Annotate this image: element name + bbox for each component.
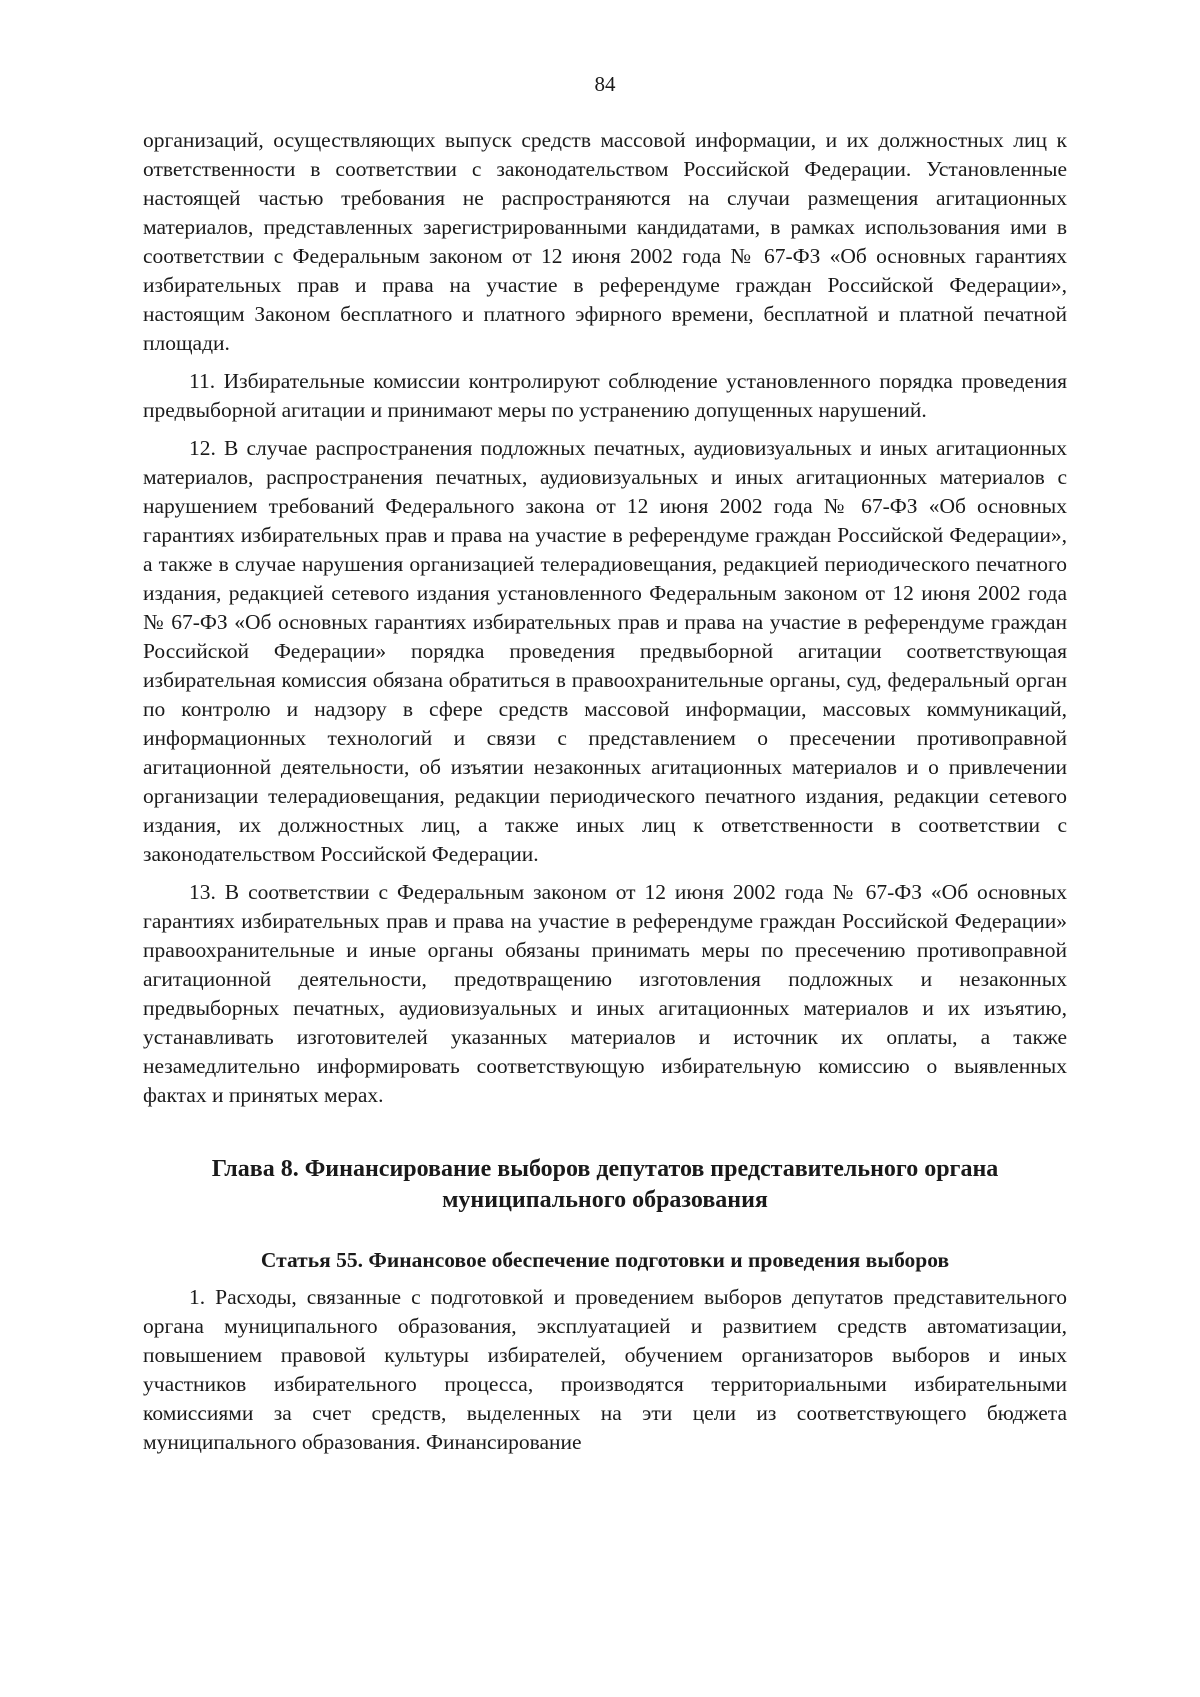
document-page (143, 70, 1067, 1466)
paragraph-11: 11. Избирательные комиссии контролируют соблюдение установленного порядка проведения предвыборной агитации и принимают меры по устранению допущенных нарушений. (143, 369, 1067, 422)
chapter-title: Глава 8. Финансирование выборов депутатов представительного органа муниципального образования (211, 1156, 999, 1213)
paragraph-12: 12. В случае распространения подложных печатных, аудиовизуальных и иных агитационных материалов, распространения печатных, аудиовизуальных и иных агитационных материалов с нарушением требований Федерального закона от 12 июня 2002 года № 67-ФЗ «Об основных гарантиях избирательных прав и права на участие в референдуме граждан Российской Федерации», а также в случае нарушения организацией телерадиовещания, редакцией периодического печатного издания, редакцией сетевого издания установленного Федеральным законом от 12 июня 2002 года № 67-ФЗ «Об основных гарантиях избирательных прав и права на участие в референдуме граждан Российской Федерации» порядка проведения предвыборной агитации соответствующая избирательная комиссия обязана обратиться в правоохранительные органы, суд, федеральный орган по контролю и надзору в сфере средств массовой информации, массовых коммуникаций, информационных технологий и связи с представлением о пресечении противоправной агитационной деятельности, об изъятии незаконных агитационных материалов и о привлечении организации телерадиовещания, редакции периодического печатного издания, редакции сетевого издания, их должностных лиц, а также иных лиц к ответственности в соответствии с законодательством Российской Федерации. (143, 436, 1067, 866)
paragraph-continued: организаций, осуществляющих выпуск средств массовой информации, и их должностных лиц к ответственности в соответствии с законодательством Российской Федерации. Установленные настоящей частью требования не распространяются на случаи размещения агитационных материалов, представленных зарегистрированными кандидатами, в рамках использования ими в соответствии с Федеральным законом от 12 июня 2002 года № 67-ФЗ «Об основных гарантиях избирательных прав и права на участие в референдуме граждан Российской Федерации», настоящим Законом бесплатного и платного эфирного времени, бесплатной и платной печатной площади. (143, 128, 1067, 355)
paragraph-13: 13. В соответствии с Федеральным законом от 12 июня 2002 года № 67-ФЗ «Об основных гарантиях избирательных прав и права на участие в референдуме граждан Российской Федерации» правоохранительные и иные органы обязаны принимать меры по пресечению противоправной агитационной деятельности, предотвращению изготовления подложных и незаконных предвыборных печатных, аудиовизуальных и иных агитационных материалов и их изъятию, устанавливать изготовителей указанных материалов и источник их оплаты, а также незамедлительно информировать соответствующую избирательную комиссию о выявленных фактах и принятых мерах. (143, 880, 1067, 1107)
article-title: Статья 55. Финансовое обеспечение подготовки и проведения выборов (260, 1248, 950, 1272)
page-number: 84 (594, 72, 616, 96)
article-paragraph-1: 1. Расходы, связанные с подготовкой и проведением выборов депутатов представительного органа муниципального образования, эксплуатацией и развитием средств автоматизации, повышением правовой культуры избирателей, обучением организаторов выборов и иных участников избирательного процесса, производятся территориальными избирательными комиссиями за счет средств, выделенных на эти цели из соответствующего бюджета муниципального образования. Финансирование (143, 1285, 1067, 1454)
